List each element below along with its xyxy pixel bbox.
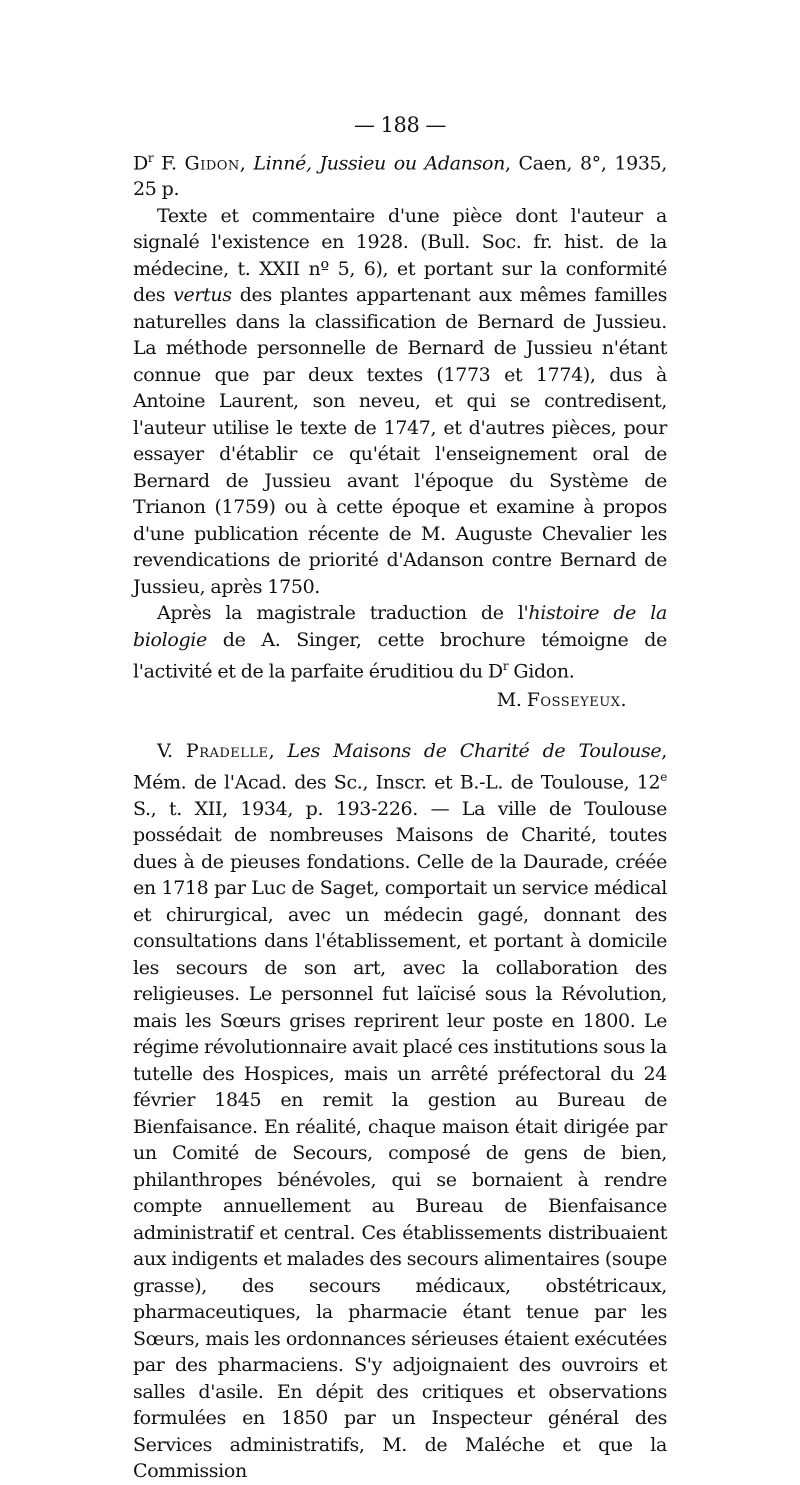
review1-signature [133, 687, 667, 714]
review1-author-name: Gidon [184, 151, 240, 174]
review1-author-initial: F. [161, 151, 177, 174]
review1-author-title: D [133, 151, 148, 174]
review2-citation-part2: S., t. XII, 1934, p. 193-226. — La ville de Toulouse possédait de nombreuses Maisons de Charité, toutes dues à de pieuses fondations. Celle de la Daurade, créée en 1718 par Luc de Saget, comportait un service médical et chirurgical, avec un médecin gagé, donnant des consultations dans l'établissement, et portant à domicile les secours de son art, avec la collaboration des religieuses. Le personnel fut laïcisé sous la Révolution, mais les Sœurs grises reprirent leur poste en 1800. Le régime révolutionnaire avait placé ces institutions sous la tutelle des Hospices, mais un arrêté préfectoral du 24 février 1845 en remit la gestion au Bureau de Bienfaisance. En réalité, chaque maison était dirigée par un Comité de Secours, composé de gens de bien, philanthropes bénévoles, qui se bornaient à rendre compte annuellement au Bureau de Bienfaisance administratif et central. Ces établissements distribuaient aux indigents et malades des secours alimentaires (soupe grasse), des secours médicaux, obstétricaux, pharmaceutiques, la pharmacie étant tenue par les Sœurs, mais les ordonnances sérieuses étaient exécutées par des pharmaciens. S'y adjoignaient des ouvroirs et salles d'asile. En dépit des critiques et observations formulées en 1850 par un Inspecteur général des Services administratifs, M. de Maléche et que la Commission [133, 797, 667, 1483]
review1-p2-italic: histoire de la biologie [133, 602, 667, 651]
review2-work-title: Les Maisons de Charité de Toulouse [287, 739, 662, 762]
review1-paragraph-2 [133, 600, 667, 685]
review2-author-name: Pradelle [185, 739, 269, 762]
review1-work-title: Linné, Jussieu ou Adanson [253, 151, 505, 174]
review1-citation-details: , Caen, 8°, 1935, 25 p. [133, 151, 667, 201]
review1-paragraph-1 [133, 203, 667, 601]
page-number: — 188 — [354, 113, 446, 137]
review1-p2-sup: r [502, 659, 509, 674]
text-column [133, 112, 667, 1485]
review1-p1-text-a: Texte et commentaire d'une pièce dont l'auteur a signalé l'existence en 1928. (Bull. Soc. fr. hist. de la médecine, t. XXII nº 5, 6), et portant sur la conformité des [133, 204, 667, 307]
review1-p1-italic: vertus [173, 284, 232, 307]
signature-initial: M. [496, 689, 522, 712]
review2-author-initial: V. [157, 739, 173, 762]
review1-author-title-sup: r [147, 150, 154, 165]
review1-p2-text-c: Gidon. [508, 660, 575, 683]
review2-citation-sup: e [660, 770, 667, 785]
signature-name: Fosseyeux. [526, 689, 627, 712]
review1-p2-text-a: Après la magistrale traduction de l' [157, 602, 529, 625]
review1-p1-text-b: des plantes appartenant aux mêmes familles naturelles dans la classification de Bernard de Jussieu. La méthode personnelle de Bernard de Jussieu n'étant connue que par deux textes (1773 et 1774), dus à Antoine Laurent, son neveu, et qui se contredisent, l'auteur utilise le texte de 1747, et d'autres pièces, pour essayer d'établir ce qu'était l'enseignement oral de Bernard de Jussieu avant l'époque du Système de Trianon (1759) ou à cette époque et examine à propos d'une publication récente de M. Auguste Chevalier les revendications de priorité d'Adanson contre Bernard de Jussieu, après 1750. [133, 284, 667, 598]
review2-citation-part1: , Mém. de l'Acad. des Sc., Inscr. et B.-L. de Toulouse, 12 [133, 739, 667, 794]
review2-body: V. Pradelle, Les Maisons de Charité de Toulouse, Mém. de l'Acad. des Sc., Inscr. et B.-L. de Toulouse, 12e S., t. XII, 1934, p. 193-226. — La ville de Toulouse possédait de nombreuses Maisons de Charité, toutes dues à de pieuses fondations. Celle de la Daurade, créée en 1718 par Luc de Saget, comportait un service médical et chirurgical, avec un médecin gagé, donnant des consultations dans l'établissement, et portant à domicile les secours de son art, avec la collaboration des religieuses. Le personnel fut laïcisé sous la Révolution, mais les Sœurs grises reprirent leur poste en 1800. Le régime révolutionnaire avait placé ces institutions sous la tutelle des Hospices, mais un arrêté préfectoral du 24 février 1845 en remit la gestion au Bureau de Bienfaisance. En réalité, chaque maison était dirigée par un Comité de Secours, composé de gens de bien, philanthropes bénévoles, qui se bornaient à rendre compte annuellement au Bureau de Bienfaisance administratif et central. Ces établissements distribuaient aux indigents et malades des secours alimentaires (soupe grasse), des secours médicaux, obstétricaux, pharmaceutiques, la pharmacie étant tenue par les Sœurs, mais les ordonnances sérieuses étaient exécutées par des pharmaciens. S'y adjoignaient des ouvroirs et salles d'asile. En dépit des critiques et observations formulées en 1850 par un Inspecteur général des Services administratifs, M. de Maléche et que la Commission [133, 739, 667, 1483]
section-gap [133, 714, 667, 738]
review1-citation: $D^r$ F. Gidon, Linné, Jussieu ou Adanson, Caen, 8°, 1935, 25 p. [133, 150, 667, 201]
review1-p2-text-b: de A. Singer, cette brochure témoigne de l'activité et de la parfaite éruditiou du D [133, 628, 667, 683]
